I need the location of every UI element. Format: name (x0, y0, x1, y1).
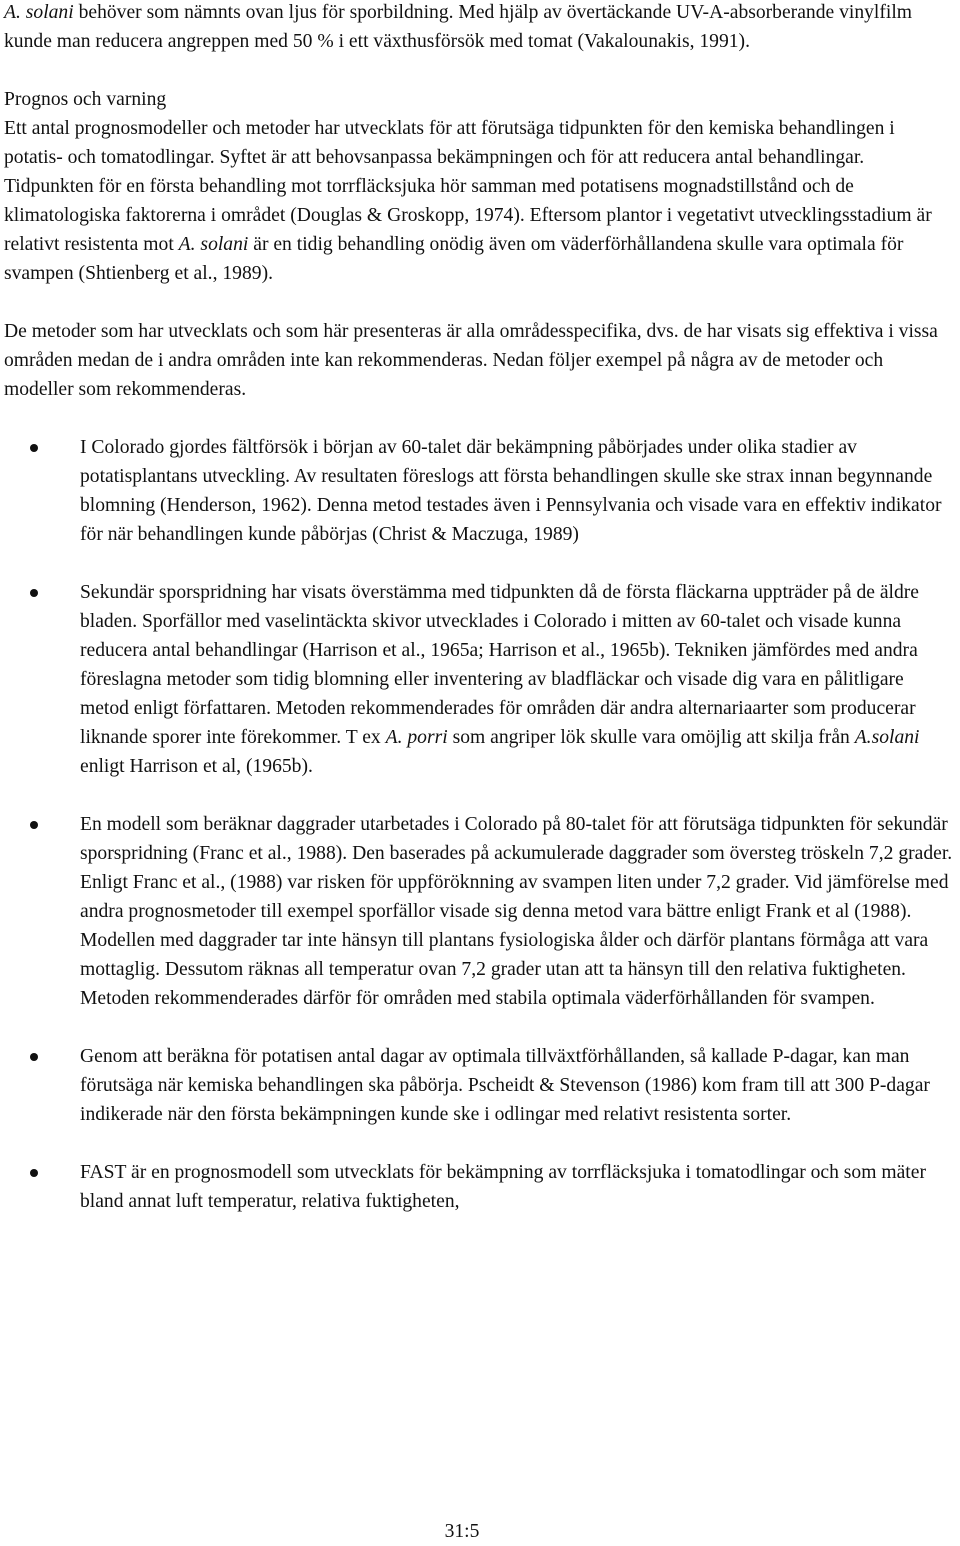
bullet-icon (30, 1053, 38, 1061)
bullet-spore-text-part1: Sekundär sporspridning har visats överstämma med tidpunkten då de första fläckarna uppträder på de äldre bladen. Sporfällor med vaselintäckta skivor utvecklades i Colorado i mitten av 60-talet och visade kunna reducera antal behandlingar (Harrison et al., 1965a; Harrison et al., 1965b). Tekniken jämfördes med andra föreslagna metoder som tidig blomning eller inventering av bladfläckar och visade dig vara en pålitligare metod enligt författaren. Metoden rekommenderades för områden där andra alternariaarter som producerar liknande sporer inte förekommer. T ex (80, 582, 919, 748)
bullet-spore-species-solani: A.solani (854, 727, 920, 748)
page-number-text: 31:5 (444, 1521, 480, 1542)
page-number (0, 1517, 960, 1546)
section-heading: Prognos och varning (4, 89, 167, 110)
document-page (4, 0, 956, 1245)
list-item (4, 1158, 956, 1216)
bullet-spore-text-part3: enligt Harrison et al, (1965b). (80, 756, 313, 777)
bullet-icon (30, 1169, 38, 1177)
species-name: solani (25, 2, 74, 23)
species-abbrev: A. (4, 2, 26, 23)
forecast-text-part2: är en tidig behandling onödig även om väderförhållandena skulle vara optimala för svampen (Shtienberg et al., 1989). (4, 234, 904, 284)
forecast-text-part1: Ett antal prognosmodeller och metoder har utvecklats för att förutsäga tidpunkten för den kemiska behandlingen i potatis- och tomatodlingar. Syftet är att behovsanpassa bekämpningen och för att reducera antal behandlingar. Tidpunkten för en första behandling mot torrfläcksjuka hör samman med potatisens mognadstillstånd och de klimatologiska faktorerna i området (Douglas & Groskopp, 1974). Eftersom plantor i vegetativt utvecklingsstadium är relativt resistenta mot (4, 118, 932, 255)
list-item (4, 1042, 956, 1129)
forecast-paragraph (4, 114, 956, 288)
methods-paragraph: De metoder som har utvecklats och som här presenteras är alla områdesspecifika, dvs. de har visats sig effektiva i vissa områden medan de i andra områden inte kan rekommenderas. Nedan följer exempel på några av de metoder och modeller som rekommenderas. (4, 321, 938, 400)
bullet-colorado-text: I Colorado gjordes fältförsök i början av 60-talet där bekämpning påbörjades under olika stadier av potatisplantans utveckling. Av resultaten föreslogs att första behandlingen skulle ske strax innan begynnande blomning (Henderson, 1962). Denna metod testades även i Pennsylvania och visade vara en effektiv indikator för när behandlingen kunde påbörjas (Christ & Maczuga, 1989) (80, 437, 942, 545)
bullet-icon (30, 589, 38, 597)
intro-text: behöver som nämnts ovan ljus för sporbildning. Med hjälp av övertäckande UV-A-absorberande vinylfilm kunde man reducera angreppen med 50 % i ett växthusförsök med tomat (Vakalounakis, 1991). (4, 2, 913, 52)
bullet-p-days-text: Genom att beräkna för potatisen antal dagar av optimala tillväxtförhållanden, så kallade P-dagar, kan man förutsäga när kemiska behandlingen ska påbörja. Pscheidt & Stevenson (1986) kom fram till att 300 P-dagar indikerade när den första bekämpningen kunde ske i odlingar med relativt resistenta sorter. (80, 1046, 930, 1125)
forecast-species: A. solani (178, 234, 249, 255)
list-item (4, 433, 956, 549)
bullet-icon (30, 821, 38, 829)
bullet-spore-species-porri: A. porri (385, 727, 448, 748)
intro-paragraph (4, 0, 956, 56)
list-item (4, 810, 956, 1013)
methods-list (4, 433, 956, 1216)
bullet-icon (30, 444, 38, 452)
list-item (4, 578, 956, 781)
bullet-spore-text-part2: som angriper lök skulle vara omöjlig att skilja från (447, 727, 855, 748)
bullet-degree-days-text: En modell som beräknar daggrader utarbetades i Colorado på 80-talet för att förutsäga tidpunkten för sekundär sporspridning (Franc et al., 1988). Den baserades på ackumulerade daggrader som översteg tröskeln 7,2 grader. Enligt Franc et al., (1988) var risken för uppföröknning av svampen liten under 7,2 grader. Vid jämförelse med andra prognosmetoder till exempel sporfällor visade sig denna metod vara bättre enligt Frank et al (1988). Modellen med daggrader tar inte hänsyn till plantans fysiologiska ålder och därför plantans förmåga att vara mottaglig. Dessutom räknas all temperatur ovan 7,2 grader utan att ta hänsyn till den relativa fuktigheten. Metoden rekommenderades därför för områden med stabila optimala väderförhållanden för svampen. (80, 814, 953, 1009)
bullet-fast-text: FAST är en prognosmodell som utvecklats för bekämpning av torrfläcksjuka i tomatodlingar och som mäter bland annat luft temperatur, relativa fuktigheten, (80, 1162, 926, 1212)
